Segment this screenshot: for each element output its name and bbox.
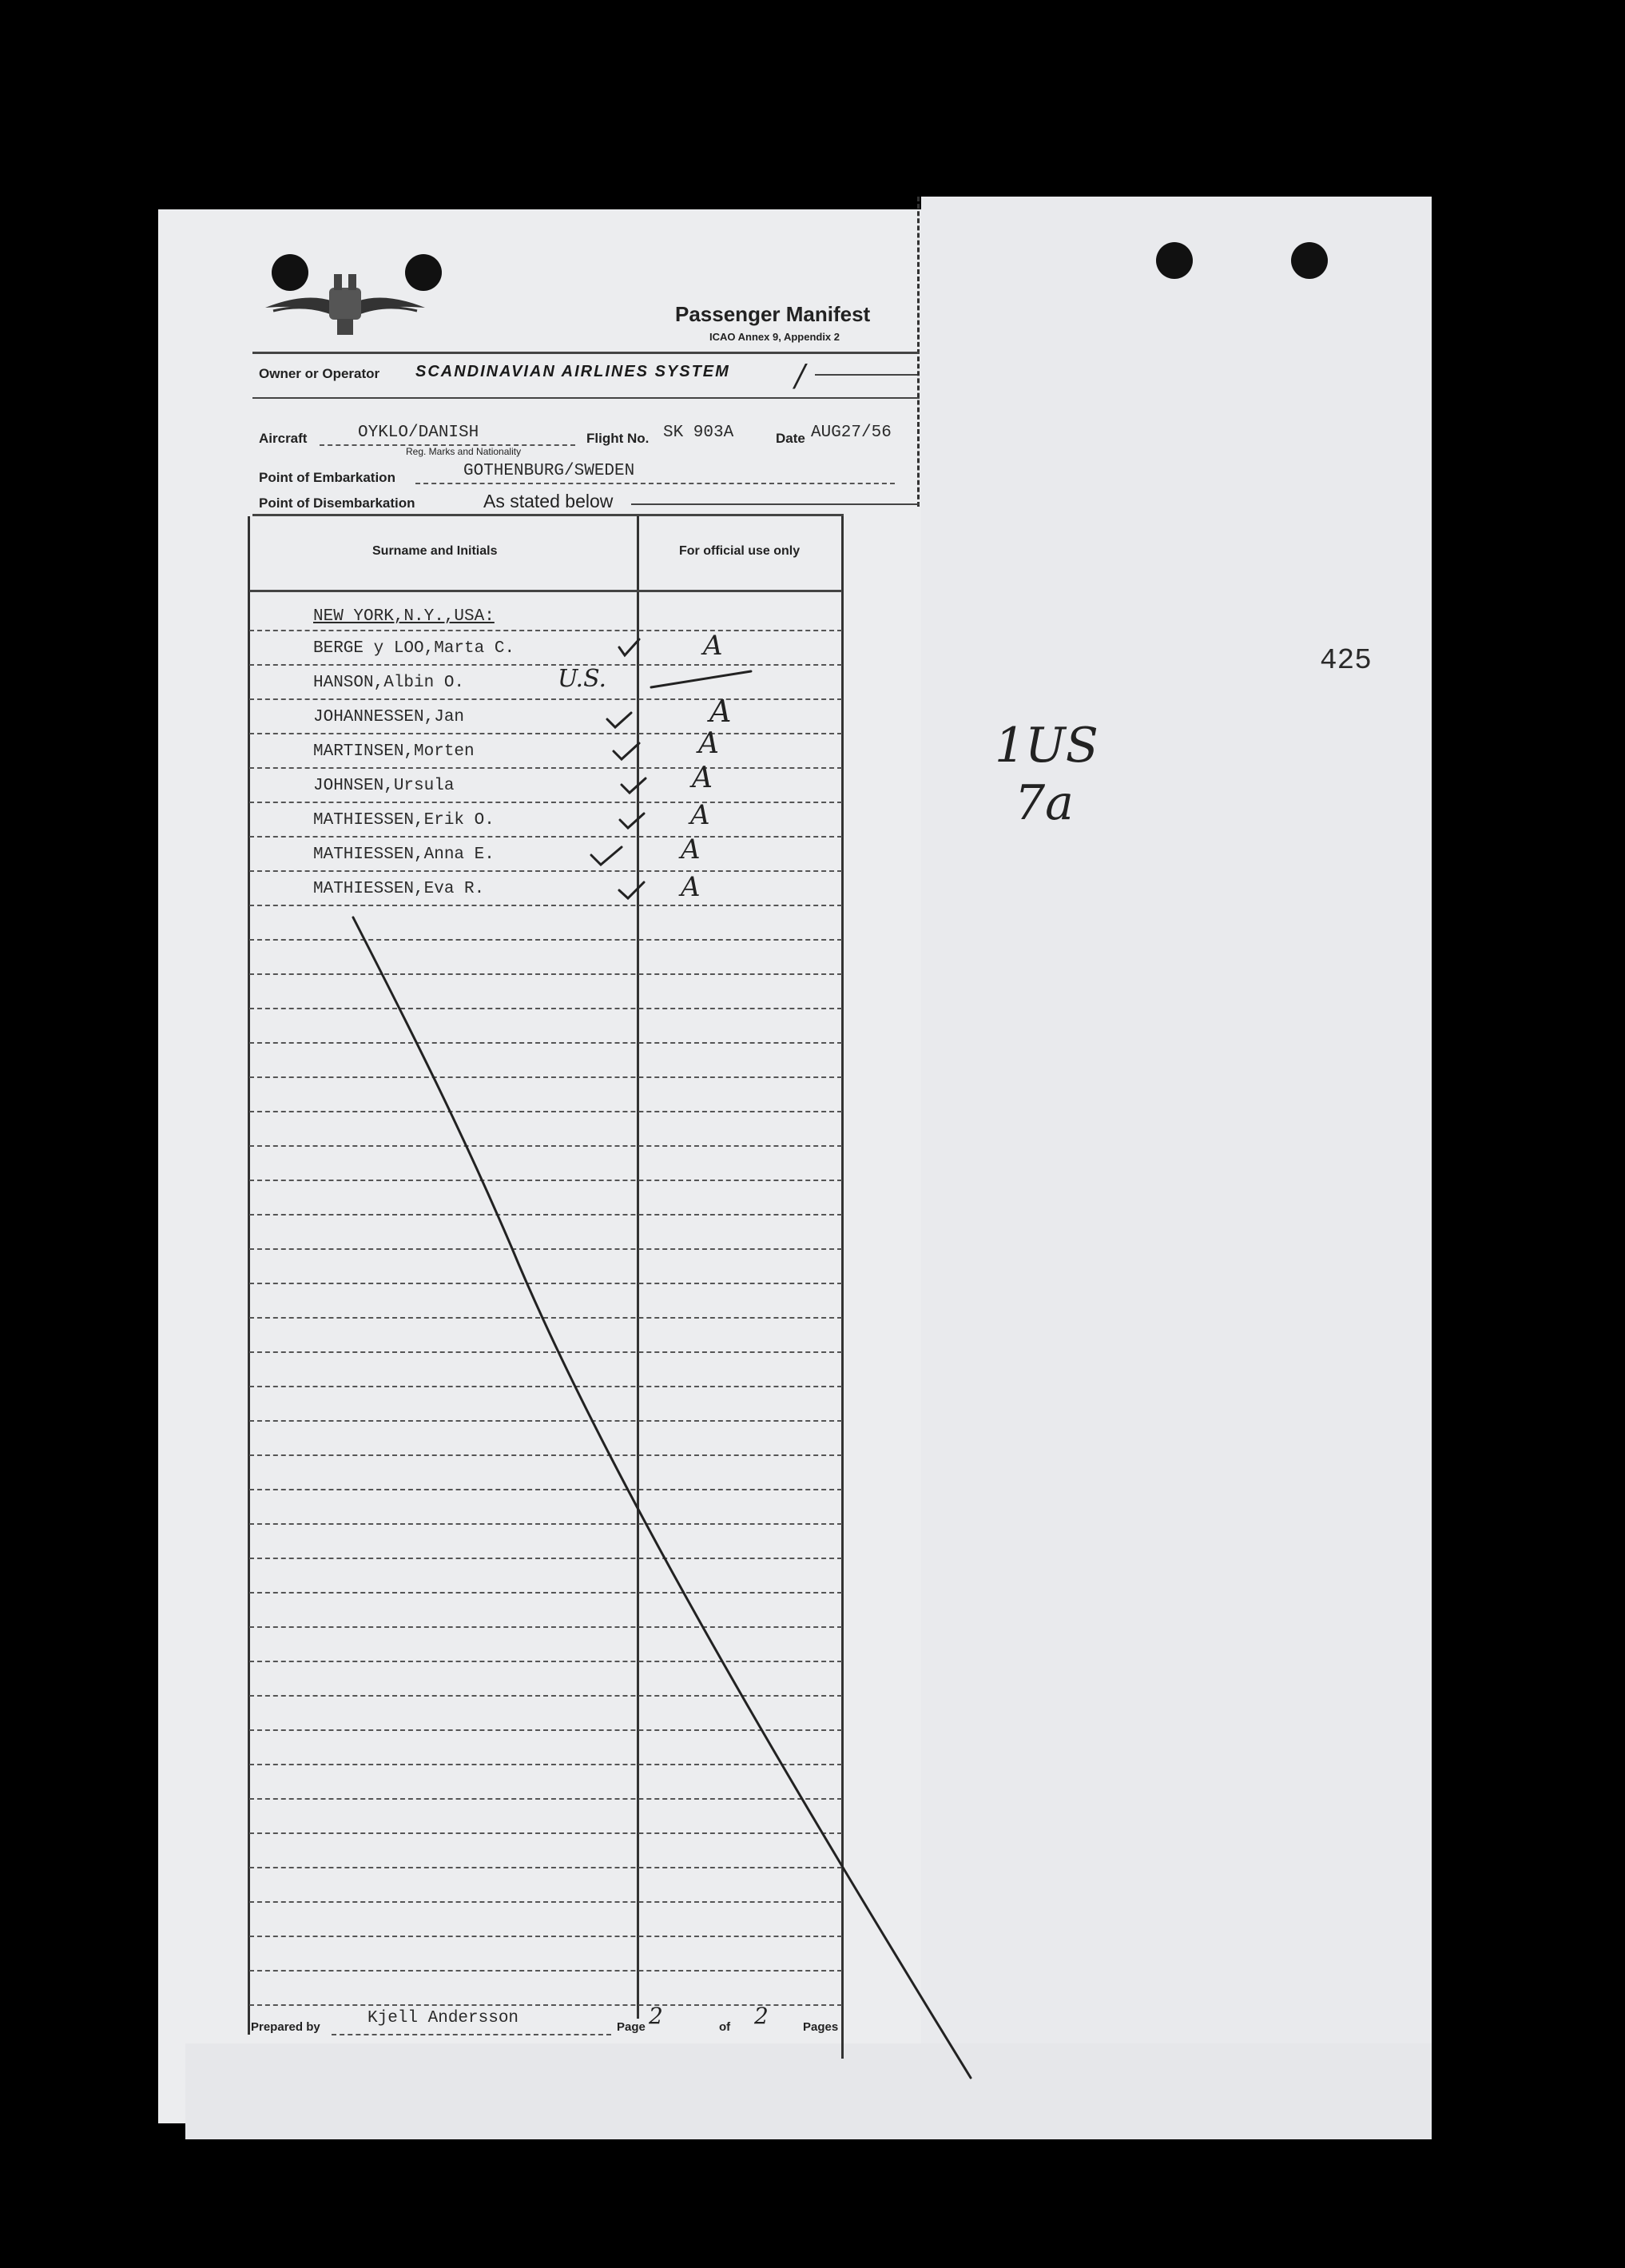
owner-label: Owner or Operator <box>259 366 380 381</box>
passenger-name: BERGE y LOO,Marta C. <box>313 639 515 658</box>
check-icon <box>614 743 639 759</box>
check-icon <box>619 882 644 898</box>
page-value: 2 <box>649 2003 663 2029</box>
aircraft-value: OYKLO/DANISH <box>358 424 479 442</box>
of-value: 2 <box>754 2003 769 2029</box>
disembark-label: Point of Disembarkation <box>259 495 415 511</box>
passenger-name: MATHIESSEN,Anna E. <box>313 846 495 864</box>
passenger-name: MATHIESSEN,Eva R. <box>313 880 485 898</box>
date-value: AUG27/56 <box>811 424 892 442</box>
official-mark: A <box>703 630 723 662</box>
owner-mark: / <box>795 358 805 393</box>
form-title: Passenger Manifest <box>675 302 871 326</box>
page-number: 425 <box>1320 644 1372 677</box>
flight-label: Flight No. <box>586 431 650 446</box>
official-mark: A <box>690 799 710 831</box>
official-mark: A <box>681 871 701 903</box>
diagonal-strike <box>353 917 971 2078</box>
official-mark: U.S. <box>558 665 607 693</box>
official-mark: A <box>709 694 732 729</box>
official-mark: A <box>681 834 701 865</box>
handwritten-note: 1US <box>995 718 1099 774</box>
page-label: Page <box>617 2020 646 2034</box>
aircraft-label: Aircraft <box>259 431 308 446</box>
prepared-label: Prepared by <box>251 2020 320 2034</box>
official-mark: A <box>698 727 719 760</box>
form-subtitle: ICAO Annex 9, Appendix 2 <box>709 331 840 343</box>
passenger-name: MATHIESSEN,Erik O. <box>313 811 495 830</box>
owner-value: SCANDINAVIAN AIRLINES SYSTEM <box>415 363 730 380</box>
prepared-rule <box>332 2034 611 2035</box>
official-mark: A <box>692 762 713 794</box>
section-heading: NEW YORK,N.Y.,USA: <box>313 607 495 626</box>
check-icon <box>591 847 622 865</box>
passenger-name: JOHANNESSEN,Jan <box>313 708 465 726</box>
disembark-value: As stated below <box>483 491 614 511</box>
embark-label: Point of Embarkation <box>259 470 395 485</box>
check-icon <box>622 778 646 793</box>
prepared-value: Kjell Andersson <box>368 2009 519 2027</box>
check-icon <box>619 639 639 655</box>
pages-label: Pages <box>803 2020 839 2034</box>
handwritten-note: 7a <box>1015 775 1074 831</box>
check-icon <box>607 713 631 727</box>
check-icon <box>620 814 644 828</box>
passenger-name: JOHNSEN,Ursula <box>313 777 455 795</box>
strike-line <box>651 671 751 687</box>
col-surname-header: Surname and Initials <box>372 544 498 558</box>
date-label: Date <box>776 431 805 446</box>
embark-value: GOTHENBURG/SWEDEN <box>463 462 635 480</box>
passenger-name: MARTINSEN,Morten <box>313 742 475 761</box>
flight-value: SK 903A <box>663 424 734 442</box>
reg-note: Reg. Marks and Nationality <box>406 446 522 457</box>
of-label: of <box>719 2020 731 2034</box>
passenger-name: HANSON,Albin O. <box>313 674 465 692</box>
col-official-header: For official use only <box>679 544 801 558</box>
